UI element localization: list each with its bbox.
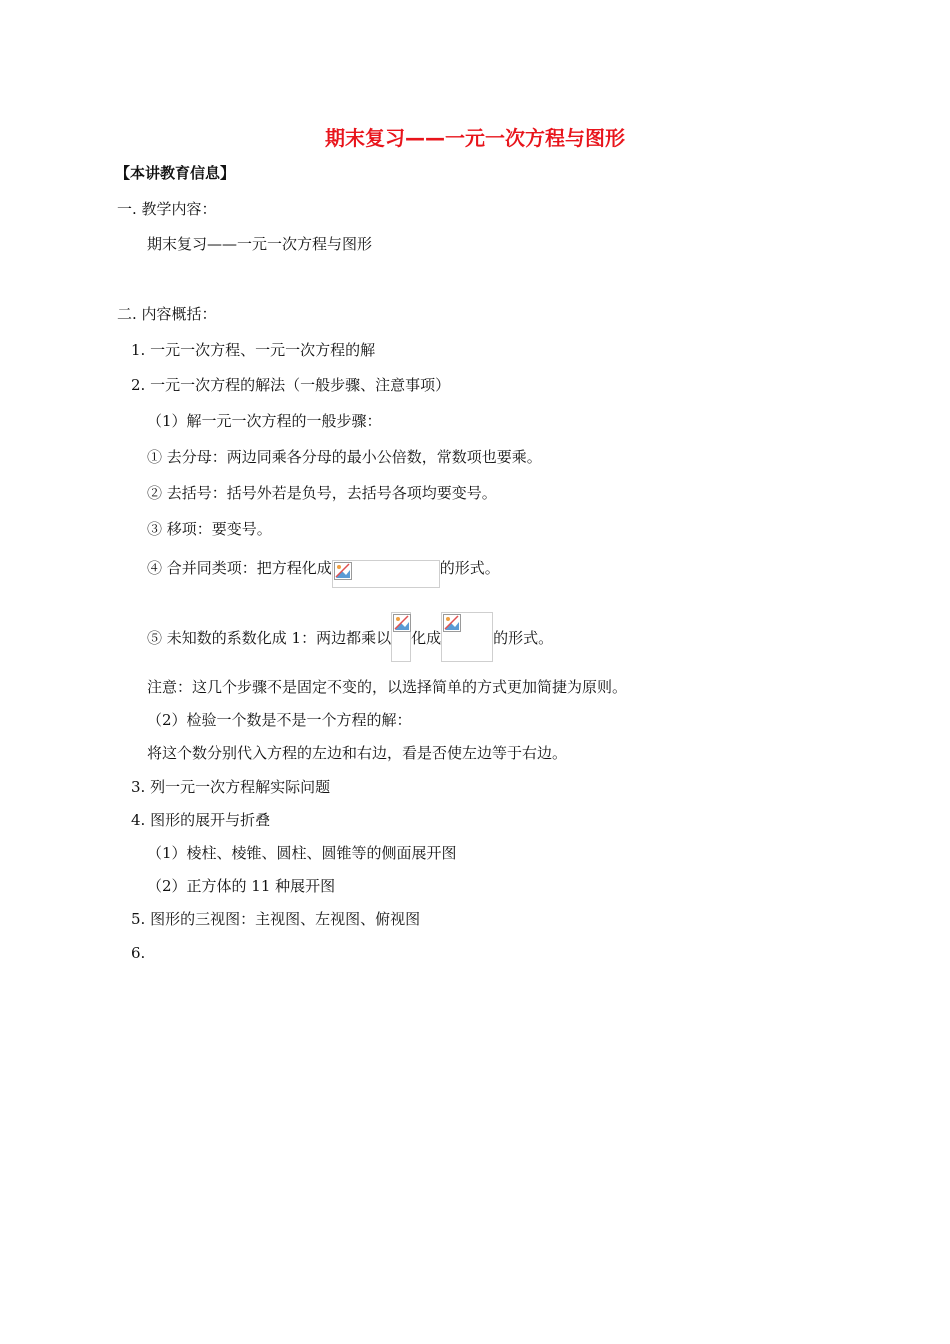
- step-2: ② 去括号：括号外若是负号，去括号各项均要变号。: [147, 484, 497, 502]
- item-1: 1. 一元一次方程、一元一次方程的解: [131, 341, 376, 359]
- step-4-text-after: 的形式。: [439, 559, 500, 577]
- broken-image-icon: [334, 562, 352, 580]
- step-5-text-after: 的形式。: [493, 629, 554, 647]
- subitem-4-1: （1）棱柱、棱锥、圆柱、圆锥等的侧面展开图: [147, 844, 457, 862]
- step-5-text-middle: 化成: [411, 629, 442, 647]
- subitem-2: （2）检验一个数是不是一个方程的解：: [147, 711, 412, 729]
- item-6: 6.: [131, 944, 146, 962]
- section1-heading: 一. 教学内容：: [117, 200, 217, 218]
- step-4: [147, 558, 500, 588]
- item-4: 4. 图形的展开与折叠: [131, 811, 271, 829]
- item-3: 3. 列一元一次方程解实际问题: [131, 778, 331, 796]
- broken-image-icon: [393, 614, 411, 632]
- document-title: 期末复习——一元一次方程与图形: [325, 126, 625, 150]
- broken-image-icon: [443, 614, 461, 632]
- solution-image-placeholder: [441, 612, 493, 662]
- subitem-1: （1）解一元一次方程的一般步骤：: [147, 412, 382, 430]
- info-header: 【本讲教育信息】: [115, 164, 236, 182]
- check-method: 将这个数分别代入方程的左边和右边，看是否使左边等于右边。: [147, 744, 568, 762]
- section2-heading: 二. 内容概括：: [117, 305, 217, 323]
- step-3: ③ 移项：要变号。: [147, 520, 272, 538]
- step-4-text-before: ④ 合并同类项：把方程化成: [147, 559, 332, 577]
- note: 注意：这几个步骤不是固定不变的，以选择简单的方式更加简捷为原则。: [147, 678, 628, 696]
- item-5: 5. 图形的三视图：主视图、左视图、俯视图: [131, 910, 421, 928]
- coefficient-image-placeholder: [391, 612, 411, 662]
- step-1: ① 去分母：两边同乘各分母的最小公倍数，常数项也要乘。: [147, 448, 542, 466]
- step-5-text-before: ⑤ 未知数的系数化成 1：两边都乘以: [147, 629, 392, 647]
- subitem-4-2: （2）正方体的 11 种展开图: [147, 877, 336, 895]
- step-5: [147, 612, 553, 662]
- item-2: 2. 一元一次方程的解法（一般步骤、注意事项）: [131, 376, 451, 394]
- formula-image-placeholder: [332, 560, 440, 588]
- section1-content: 期末复习——一元一次方程与图形: [147, 235, 373, 253]
